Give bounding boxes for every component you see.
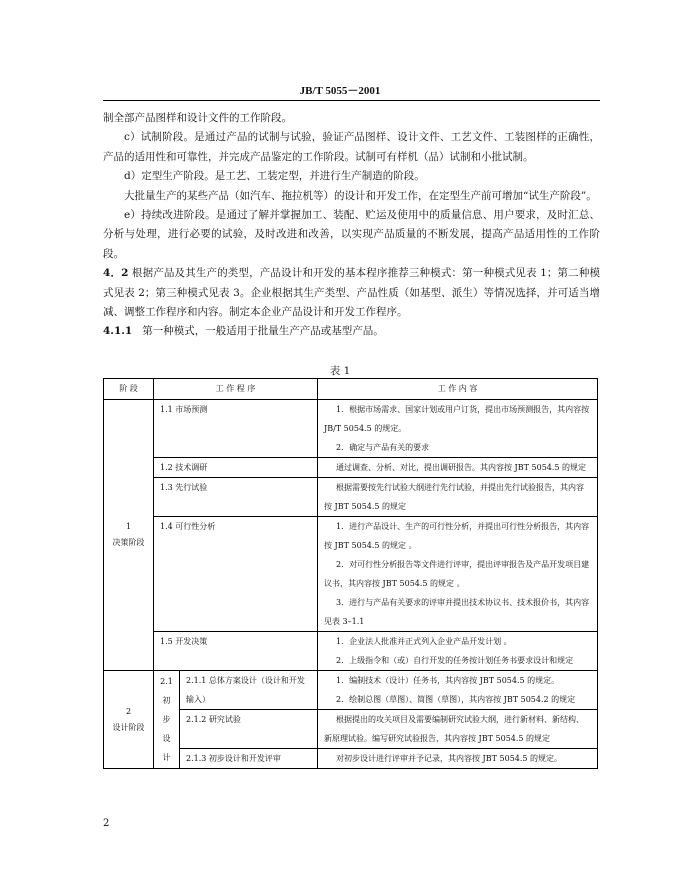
content-cell: 根据提出的攻关项目及需要编制研究试验大纲，进行新材料、新结构、新原理试验。编写研究试验报告，其内容按 JBT 5054.5 的规定 — [318, 710, 598, 749]
content-cell: 根据需要按先行试验大纲进行先行试验，并提出先行试验报告，其内容按 JBT 5054.5 的规定 — [318, 478, 598, 517]
procedure-cell: 2.1.2 研究试验 — [180, 710, 318, 749]
stage-design: 2 设计阶段 — [104, 671, 154, 769]
procedure-cell: 2.1.3 初步设计和开发评审 — [180, 749, 318, 769]
page-number: 2 — [103, 818, 110, 829]
clause-number: 4．2 — [103, 267, 129, 280]
procedure-cell: 1.3 先行试验 — [154, 478, 318, 517]
table-row — [104, 632, 598, 671]
procedure-cell: 1.4 可行性分析 — [154, 517, 318, 632]
header-stage: 阶 段 — [104, 379, 154, 400]
procedure-cell: 1.2 技术调研 — [154, 458, 318, 478]
paragraph-0: 制全部产品图样和设计文件的工作阶段。 — [103, 112, 292, 124]
header-rule — [103, 100, 600, 101]
paragraph-4-2: 4．2 根据产品及其生产的类型，产品设计和开发的基本程序推荐三种模式：第一种模式见表 1；第二种模式见表 2；第三种模式见表 3。企业根据其生产类型、产品性质（如基型、派生）等情况选择，并可适当增减、调整工作程序和内容。制定本企业产品设计和开发工作程序。 — [103, 267, 600, 319]
content-cell: 1．进行产品设计、生产的可行性分析，并提出可行性分析报告，其内容按 JBT 5054.5 的规定 。 2．对可行性分析报告等文件进行评审，提出评审报告及产品开发项目建议书，其内容按 JBT 5054.5 的规定 。 3．进行与产品有关要求的评审并提出技术协议书、技术报价书，其内容见表 3–1.1 — [318, 517, 598, 632]
table-row — [104, 400, 598, 458]
paragraph-4-1-1: 4.1.1 第一种模式，一般适用于批量生产产品或基型产品。 — [103, 325, 384, 338]
header-content: 工 作 内 容 — [318, 379, 598, 400]
content-cell: 1．根据市场需求、国家计划或用户订货，提出市场预测报告，其内容按 JB/T 5054.5 的规定。 2．确定与产品有关的要求 — [318, 400, 598, 458]
table-header-row — [104, 379, 598, 400]
procedure-cell: 1.1 市场预测 — [154, 400, 318, 458]
paragraph-finalize-stage: d）定型生产阶段。是工艺、工装定型，并进行生产制造的阶段。 — [124, 170, 425, 183]
procedure-cell: 2.1.1 总体方案设计（设计和开发输入） — [180, 671, 318, 710]
table-row — [104, 517, 598, 632]
paragraph-improvement-stage: e）持续改进阶段。是通过了解并掌握加工、装配、贮运及使用中的质量信息、用户要求，及时汇总、分析与处理，进行必要的试验，及时改进和改善，以实现产品质量的不断发展，提高产品适用性的工作阶段。 — [103, 209, 600, 260]
substage-preliminary-design: 2.1 初 步 设 计 — [154, 671, 180, 769]
table-caption: 表 1 — [329, 365, 351, 377]
content-cell: 对初步设计进行评审并予记录，其内容按 JBT 5054.5 的规定。 — [318, 749, 598, 769]
procedure-cell: 1.5 开发决策 — [154, 632, 318, 671]
table-row — [104, 478, 598, 517]
standard-number-header: JB/T 5055－2001 — [299, 85, 381, 97]
stage-decision: 1 决策阶段 — [104, 400, 154, 671]
header-procedure: 工 作 程 序 — [154, 379, 318, 400]
paragraph-mass-production: 大批量生产的某些产品（如汽车、拖拉机等）的设计和开发工作，在定型生产前可增加“试生产阶段”。 — [124, 189, 597, 202]
body-text — [103, 109, 600, 342]
paragraph-trial-stage: c）试制阶段。是通过产品的试制与试验，验证产品图样、设计文件、工艺文件、工装图样的正确性，产品的适用性和可靠性，并完成产品鉴定的工作阶段。试制可有样机（品）试制和小批试制。 — [103, 131, 600, 163]
content-cell: 1．编制技术（设计）任务书，其内容按 JBT 5054.5 的规定。 2．绘制总图（草图）、简图（草图），其内容按 JBT 5054.2 的规定 — [318, 671, 598, 710]
content-cell: 1．企业法人批准并正式列入企业产品开发计划 。 2．上级指令和（或）自行开发的任务按计划任务书要求设计和规定 — [318, 632, 598, 671]
table-row — [104, 458, 598, 478]
procedure-table — [103, 378, 598, 769]
table-row — [104, 671, 598, 710]
clause-number: 4.1.1 — [103, 325, 133, 338]
content-cell: 通过调查、分析、对比，提出调研报告。其内容按 JBT 5054.5 的规定 — [318, 458, 598, 478]
